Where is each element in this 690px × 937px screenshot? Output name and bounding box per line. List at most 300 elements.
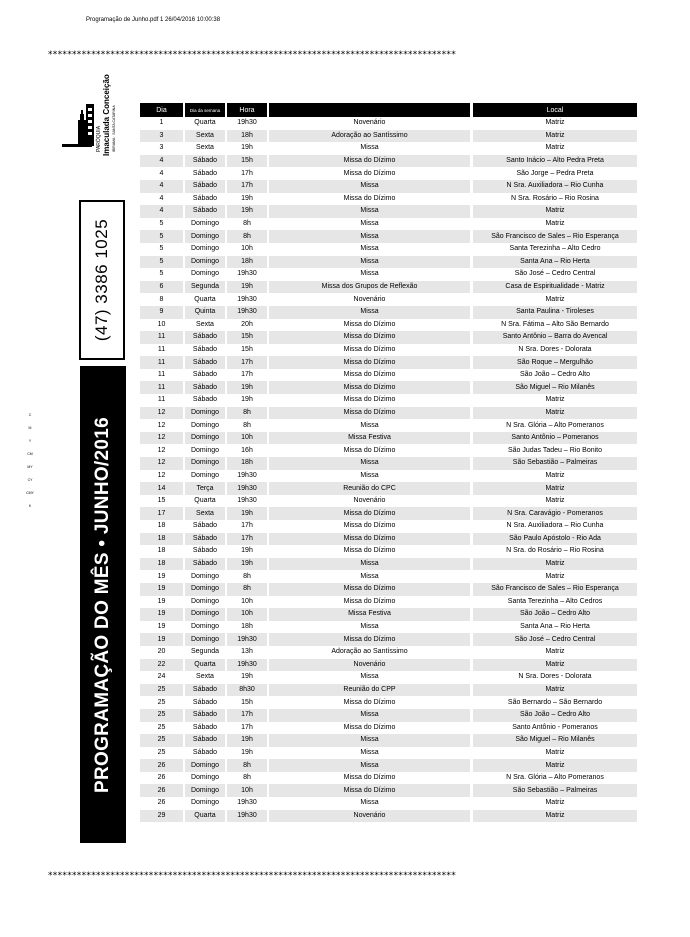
cell-hora: 19h [241, 194, 253, 202]
cell-hora: 17h [227, 180, 267, 193]
cell-evento: Missa Festiva [269, 432, 470, 445]
cell-hora: 8h [243, 220, 251, 228]
page-title: PROGRAMAÇÃO DO MÊS • JUNHO/2016 [92, 416, 113, 793]
table-row [140, 470, 637, 483]
cell-local: Matriz [473, 759, 637, 772]
cell-evento: Missa [269, 205, 470, 218]
table-row [140, 507, 637, 520]
cell-hora: 18h [227, 130, 267, 143]
cell-hora: 17h [241, 723, 253, 731]
cell-dia-semana: Sábado [192, 723, 218, 731]
table-row [140, 671, 637, 684]
table-row [140, 281, 637, 294]
cell-evento: Missa do Dízimo [343, 371, 396, 379]
cell-hora: 19h30 [227, 482, 267, 495]
cell-evento: Missa [269, 457, 470, 470]
table-row [140, 117, 637, 130]
cell-dia: 4 [159, 169, 164, 177]
cell-local: São João – Cedro Alto [473, 608, 637, 621]
cell-dia: 1 [159, 119, 164, 127]
cell-hora: 10h [227, 784, 267, 797]
cell-dia: 5 [159, 220, 164, 228]
cell-dia-semana: Sábado [185, 331, 225, 344]
table-row [140, 180, 637, 193]
table-row [140, 369, 637, 382]
cell-local: Matriz [473, 130, 637, 143]
cell-dia: 26 [157, 799, 166, 807]
cell-dia: 20 [157, 648, 166, 656]
cell-local: Matriz [545, 144, 565, 152]
cell-dia-semana: Quinta [185, 306, 225, 319]
cell-evento: Missa [269, 759, 470, 772]
cell-hora: 13h [241, 648, 253, 656]
cell-dia: 9 [140, 306, 183, 319]
cell-evento: Missa [360, 245, 379, 253]
cell-dia-semana: Domingo [185, 230, 225, 243]
cell-local: N Sra. do Rosário – Rio Rosina [506, 547, 604, 555]
cell-evento: Missa [360, 270, 379, 278]
cell-local: Matriz [545, 119, 565, 127]
cell-hora: 19h [241, 396, 253, 404]
table-row [140, 319, 637, 332]
table-row [140, 482, 637, 495]
cell-dia-semana: Domingo [190, 623, 219, 631]
table-row [140, 734, 637, 747]
cell-dia-semana: Domingo [190, 270, 219, 278]
cell-dia-semana: Sábado [192, 396, 218, 404]
cell-hora: 15h [241, 345, 253, 353]
cell-evento: Missa do Dízimo [269, 507, 470, 520]
table-row [140, 155, 637, 168]
cell-local: Matriz [545, 648, 565, 656]
table-row [140, 218, 637, 231]
cell-dia: 18 [140, 533, 183, 546]
cell-dia-semana: Segunda [185, 281, 225, 294]
table-row [140, 696, 637, 709]
cell-evento: Reunião do CPC [269, 482, 470, 495]
cell-hora: 18h [227, 256, 267, 269]
cell-local: Matriz [473, 659, 637, 672]
cell-local: São Roque – Mergulhão [473, 356, 637, 369]
cell-dia-semana: Domingo [190, 421, 219, 429]
table-row [140, 394, 637, 407]
cell-evento: Missa [269, 709, 470, 722]
cell-dia-semana: Sábado [185, 155, 225, 168]
table-row [140, 747, 637, 760]
table-header-row [140, 103, 637, 117]
cell-evento: Missa do Dízimo [269, 533, 470, 546]
cell-local: Santo Antônio - Pomeranos [512, 723, 598, 731]
cell-dia-semana: Domingo [185, 432, 225, 445]
cell-local: Santo Antônio – Barra do Avencal [473, 331, 637, 344]
table-row [140, 709, 637, 722]
cell-local: São Sebastião – Palmeiras [473, 784, 637, 797]
cell-dia-semana: Quarta [194, 295, 216, 303]
cell-dia: 25 [157, 698, 166, 706]
cell-hora: 18h [241, 623, 253, 631]
cell-local: N Sra. Glória – Alto Pomeranos [506, 774, 604, 782]
cell-dia-semana: Sexta [185, 130, 225, 143]
cell-hora: 17h [241, 371, 253, 379]
cell-evento: Missa do Dízimo [343, 698, 396, 706]
table-row [140, 444, 637, 457]
cell-hora: 19h30 [227, 659, 267, 672]
cell-evento: Missa [360, 799, 379, 807]
cell-dia-semana: Domingo [190, 597, 219, 605]
cell-dia: 11 [140, 331, 183, 344]
cell-hora: 16h [241, 446, 253, 454]
cell-local: N Sra. Glória – Alto Pomeranos [506, 421, 604, 429]
cell-dia-semana: Domingo [190, 245, 219, 253]
cell-dia-semana: Sábado [192, 522, 218, 530]
cell-local: Matriz [473, 810, 637, 823]
cell-evento: Missa do Dízimo [343, 194, 396, 202]
cell-dia: 19 [157, 597, 166, 605]
cell-local: Matriz [473, 482, 637, 495]
cell-hora: 19h [241, 144, 253, 152]
cell-local: Matriz [473, 558, 637, 571]
cell-dia: 14 [140, 482, 183, 495]
cell-evento: Novenário [353, 119, 386, 127]
cell-dia: 4 [140, 180, 183, 193]
cell-evento: Missa do Dízimo [343, 547, 396, 555]
cell-dia-semana: Sábado [185, 558, 225, 571]
cell-dia-semana: Domingo [185, 784, 225, 797]
table-row [140, 457, 637, 470]
cell-dia: 11 [140, 356, 183, 369]
cell-dia-semana: Sábado [185, 709, 225, 722]
cell-dia-semana: Domingo [185, 457, 225, 470]
cell-evento: Missa do Dízimo [269, 356, 470, 369]
table-row [140, 583, 637, 596]
cell-local: Santa Terezinha – Alto Cedros [507, 597, 603, 605]
cell-hora: 8h [227, 759, 267, 772]
table-row [140, 256, 637, 269]
cell-dia-semana: Terça [185, 482, 225, 495]
cell-dia-semana: Domingo [190, 471, 219, 479]
cell-dia-semana: Sábado [192, 169, 218, 177]
cell-dia-semana: Sexta [196, 320, 214, 328]
cell-hora: 19h [227, 734, 267, 747]
cell-dia-semana: Domingo [185, 256, 225, 269]
cell-dia-semana: Domingo [185, 633, 225, 646]
cell-evento: Adoração ao Santíssimo [331, 648, 408, 656]
cell-hora: 19h30 [237, 119, 257, 127]
cell-dia: 24 [157, 673, 166, 681]
table-row [140, 381, 637, 394]
cell-evento: Novenário [269, 810, 470, 823]
cell-dia: 18 [157, 522, 166, 530]
cell-dia: 25 [140, 684, 183, 697]
table-row [140, 810, 637, 823]
cell-local: Matriz [473, 407, 637, 420]
cell-local: Matriz [545, 220, 565, 228]
cell-local: Casa de Espiritualidade - Matriz [473, 281, 637, 294]
cell-hora: 19h [227, 381, 267, 394]
cell-local: N Sra. Rosário – Rio Rosina [511, 194, 599, 202]
table-row [140, 570, 637, 583]
cell-local: Santa Ana – Rio Herta [473, 256, 637, 269]
cell-dia: 25 [157, 748, 166, 756]
cmyk-mark: C [28, 413, 32, 417]
cell-evento: Missa do Dízimo [343, 169, 396, 177]
table-row [140, 306, 637, 319]
cell-dia-semana: Sábado [185, 381, 225, 394]
cell-dia: 19 [157, 623, 166, 631]
cell-evento: Missa do Dízimo [269, 784, 470, 797]
cell-local: São Sebastião – Palmeiras [473, 457, 637, 470]
cell-evento: Missa do Dízimo [343, 446, 396, 454]
star-divider-bottom: ************************************************************************************* [48, 871, 456, 881]
cell-dia-semana: Domingo [185, 407, 225, 420]
cell-hora: 17h [241, 522, 253, 530]
cell-hora: 19h30 [227, 306, 267, 319]
cell-dia-semana: Sábado [192, 748, 218, 756]
schedule-table [140, 103, 637, 822]
cell-local: Matriz [545, 572, 565, 580]
cell-dia: 11 [140, 381, 183, 394]
cell-hora: 18h [227, 457, 267, 470]
parish-name [96, 74, 122, 156]
cmyk-mark: CY [27, 478, 33, 482]
cell-dia: 5 [140, 256, 183, 269]
cell-local: N Sra. Auxiliadora – Rio Cunha [506, 522, 604, 530]
cell-evento: Missa [360, 220, 379, 228]
star-divider-top: ************************************************************************************* [48, 50, 456, 60]
cell-local: Matriz [473, 205, 637, 218]
cell-dia: 25 [140, 734, 183, 747]
parish-line-3: IBIRAMA · SANTA CATARINA [112, 105, 116, 152]
cell-dia: 8 [159, 295, 164, 303]
cell-hora: 19h [241, 547, 253, 555]
table-row [140, 633, 637, 646]
title-banner [80, 366, 126, 843]
cell-local: São José – Cedro Central [514, 270, 596, 278]
cell-evento: Missa Festiva [269, 608, 470, 621]
cell-local: São João – Cedro Alto [519, 371, 591, 379]
cell-evento: Missa do Dízimo [343, 522, 396, 530]
cell-hora: 19h30 [237, 497, 257, 505]
cell-hora: 10h [241, 597, 253, 605]
cell-evento: Missa do Dízimo [343, 320, 396, 328]
cell-local: São José – Cedro Central [473, 633, 637, 646]
cell-hora: 8h [243, 774, 251, 782]
cell-dia: 11 [157, 371, 166, 379]
cell-dia-semana: Sábado [192, 345, 218, 353]
cell-dia: 25 [157, 723, 166, 731]
cell-evento: Missa [269, 256, 470, 269]
table-row [140, 533, 637, 546]
cell-hora: 19h [227, 558, 267, 571]
header-dia-semana: Dia da semana [185, 103, 225, 117]
table-row [140, 356, 637, 369]
cell-dia: 12 [157, 471, 166, 479]
table-row [140, 520, 637, 533]
cell-dia: 12 [140, 432, 183, 445]
cell-local: N Sra. Fátima – Alto São Bernardo [501, 320, 609, 328]
cell-dia: 17 [140, 507, 183, 520]
cell-evento: Adoração ao Santíssimo [269, 130, 470, 143]
file-header: Programação de Junho.pdf 1 26/04/2016 10:00:38 [86, 17, 221, 23]
cell-local: Matriz [545, 799, 565, 807]
schedule-body [140, 117, 637, 822]
cell-hora: 10h [227, 608, 267, 621]
table-row [140, 130, 637, 143]
cell-dia: 29 [140, 810, 183, 823]
header-dia: Dia [140, 103, 183, 117]
cell-evento: Missa do Dízimo [269, 633, 470, 646]
table-row [140, 495, 637, 508]
cell-hora: 17h [241, 169, 253, 177]
header-local: Local [473, 103, 637, 117]
cmyk-mark: M [28, 426, 32, 430]
cell-dia: 19 [140, 608, 183, 621]
table-row [140, 596, 637, 609]
table-row [140, 545, 637, 558]
cell-local: São Miguel – Rio Milanês [473, 381, 637, 394]
cell-local: Matriz [473, 684, 637, 697]
cell-dia-semana: Segunda [190, 648, 220, 656]
phone-box [79, 200, 125, 360]
table-row [140, 407, 637, 420]
table-row [140, 193, 637, 206]
cell-dia-semana: Domingo [190, 774, 219, 782]
cell-local: N Sra. Caravágio - Pomeranos [473, 507, 637, 520]
cell-dia-semana: Domingo [185, 608, 225, 621]
cell-evento: Missa [360, 421, 379, 429]
cell-dia-semana: Sábado [192, 698, 218, 706]
cell-dia: 15 [157, 497, 166, 505]
cell-hora: 19h30 [227, 810, 267, 823]
table-row [140, 558, 637, 571]
cell-hora: 17h [227, 709, 267, 722]
table-row [140, 344, 637, 357]
cell-evento: Missa [360, 623, 379, 631]
cell-local: Matriz [545, 396, 565, 404]
table-row [140, 784, 637, 797]
cell-dia: 4 [140, 205, 183, 218]
cell-dia-semana: Domingo [190, 446, 219, 454]
cell-hora: 17h [227, 356, 267, 369]
cell-local: N Sra. Auxiliadora – Rio Cunha [473, 180, 637, 193]
cell-dia-semana: Sábado [192, 547, 218, 555]
cell-dia-semana: Domingo [185, 583, 225, 596]
cell-evento: Missa [269, 558, 470, 571]
cell-local: São Judas Tadeu – Rio Bonito [507, 446, 603, 454]
cell-evento: Missa do Dízimo [343, 345, 396, 353]
cell-local: Santa Terezinha – Alto Cedro [509, 245, 601, 253]
cell-evento: Missa do Dízimo [343, 723, 396, 731]
cell-dia-semana: Sábado [192, 194, 218, 202]
cell-hora: 10h [241, 245, 253, 253]
cell-evento: Missa do Dízimo [269, 155, 470, 168]
cmyk-mark: CM [27, 452, 33, 456]
cell-dia: 12 [157, 446, 166, 454]
cell-hora: 8h [243, 421, 251, 429]
table-row [140, 659, 637, 672]
cell-evento: Missa [269, 306, 470, 319]
cmyk-registration-marks [26, 413, 34, 517]
cell-hora: 19h30 [237, 799, 257, 807]
cell-evento: Missa [269, 180, 470, 193]
cmyk-mark: MY [27, 465, 33, 469]
cell-dia: 4 [140, 155, 183, 168]
cell-local: São João – Cedro Alto [473, 709, 637, 722]
cell-dia-semana: Sábado [192, 371, 218, 379]
cmyk-mark: Y [28, 439, 32, 443]
table-row [140, 608, 637, 621]
cell-local: Santa Paulina - Tiroleses [473, 306, 637, 319]
cell-dia: 12 [157, 421, 166, 429]
cell-dia: 5 [159, 245, 164, 253]
table-row [140, 646, 637, 659]
table-row [140, 331, 637, 344]
cell-hora: 15h [241, 698, 253, 706]
table-row [140, 722, 637, 735]
cell-local: São Francisco de Sales – Rio Esperança [473, 583, 637, 596]
cell-evento: Missa do Dízimo [269, 381, 470, 394]
cell-local: São Jorge – Pedra Preta [516, 169, 594, 177]
table-row [140, 797, 637, 810]
cell-hora: 19h [227, 281, 267, 294]
cell-dia-semana: Domingo [185, 759, 225, 772]
cell-local: N Sra. Dores - Dolorata [518, 345, 592, 353]
cell-dia: 4 [159, 194, 164, 202]
table-row [140, 205, 637, 218]
cell-local: Santo Inácio – Alto Pedra Preta [473, 155, 637, 168]
table-row [140, 243, 637, 256]
table-row [140, 419, 637, 432]
cell-hora: 10h [227, 432, 267, 445]
cell-evento: Missa [360, 144, 379, 152]
cell-dia: 26 [157, 774, 166, 782]
cell-evento: Missa do Dízimo [343, 597, 396, 605]
cell-dia: 5 [159, 270, 164, 278]
cell-dia: 12 [140, 457, 183, 470]
cell-hora: 19h30 [237, 270, 257, 278]
table-row [140, 772, 637, 785]
cell-dia-semana: Sábado [185, 205, 225, 218]
table-row [140, 167, 637, 180]
cell-evento: Missa do Dízimo [343, 774, 396, 782]
cell-dia-semana: Sábado [185, 734, 225, 747]
cell-dia: 18 [140, 558, 183, 571]
cell-local: Matriz [545, 748, 565, 756]
table-row [140, 293, 637, 306]
cmyk-mark: CMY [26, 491, 34, 495]
cell-evento: Missa [360, 572, 379, 580]
cell-local: Matriz [545, 295, 565, 303]
cell-dia: 26 [140, 759, 183, 772]
cell-hora: 8h30 [227, 684, 267, 697]
cell-hora: 15h [227, 155, 267, 168]
cell-dia: 18 [157, 547, 166, 555]
cell-dia: 5 [140, 230, 183, 243]
cell-dia-semana: Sábado [185, 356, 225, 369]
cell-dia-semana: Domingo [190, 572, 219, 580]
cell-dia-semana: Sábado [185, 684, 225, 697]
phone-number: (47) 3386 1025 [92, 218, 111, 342]
cell-hora: 8h [243, 572, 251, 580]
cmyk-mark: K [28, 504, 32, 508]
cell-dia: 22 [140, 659, 183, 672]
cell-evento: Missa dos Grupos de Reflexão [269, 281, 470, 294]
cell-dia: 6 [140, 281, 183, 294]
cell-local: Santa Ana – Rio Herta [520, 623, 590, 631]
cell-dia-semana: Domingo [190, 220, 219, 228]
cell-evento: Missa do Dízimo [269, 583, 470, 596]
cell-local: N Sra. Dores - Dolorata [518, 673, 592, 681]
